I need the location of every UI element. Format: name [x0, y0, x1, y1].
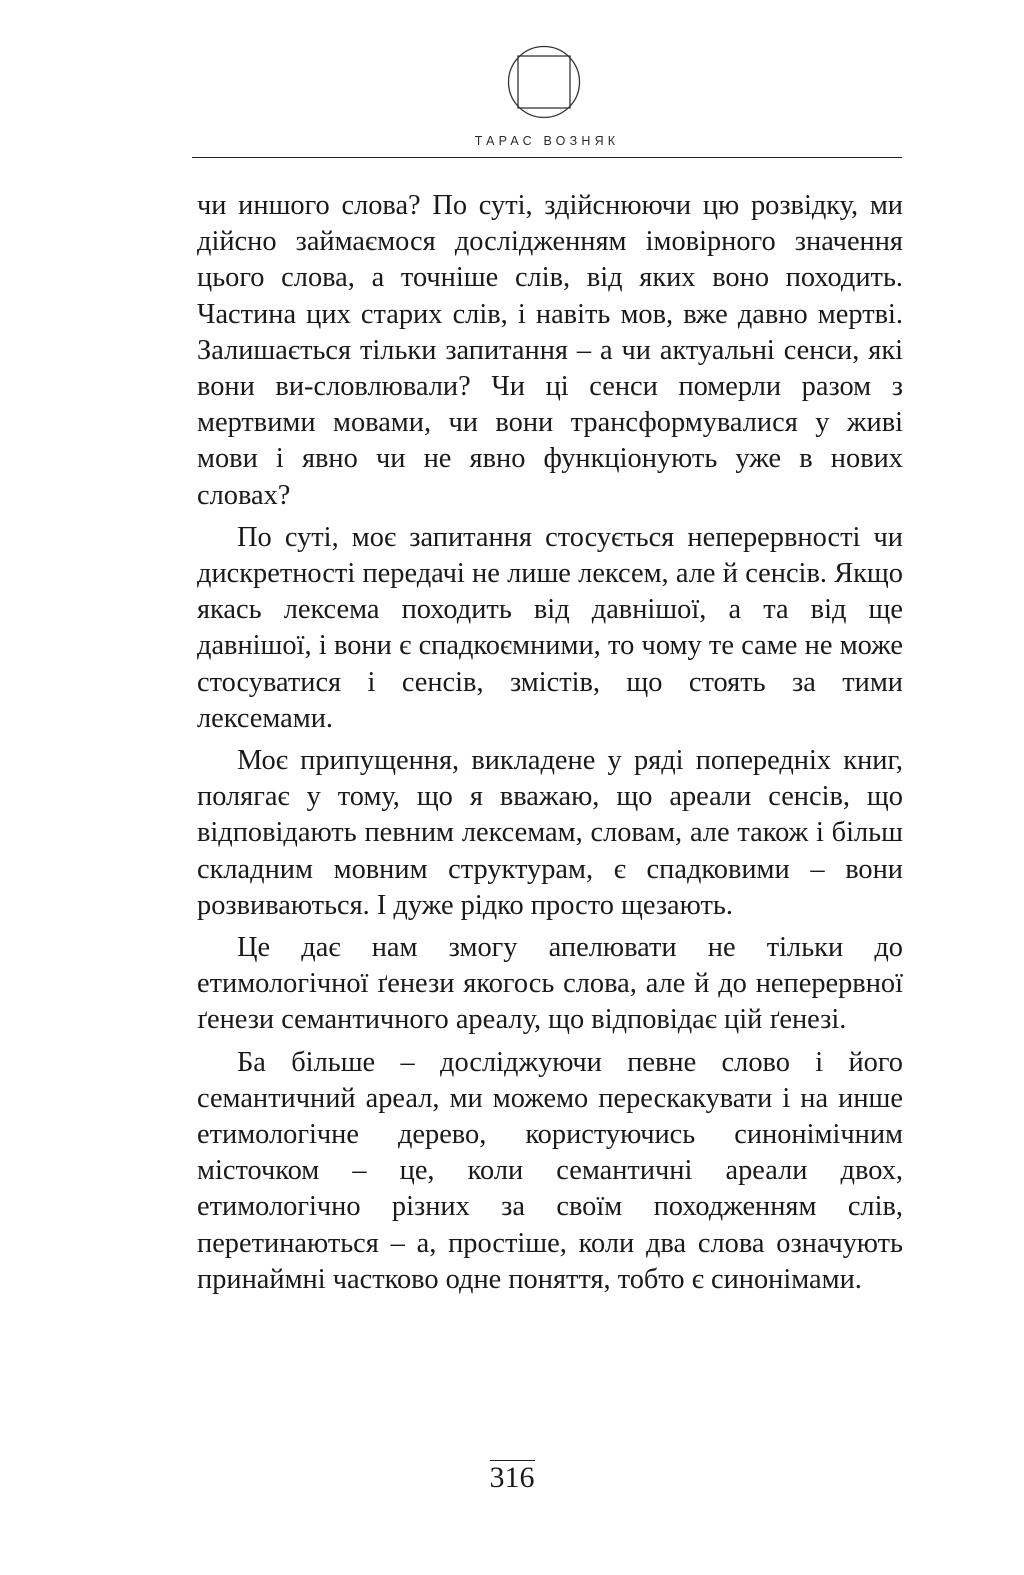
- paragraph-3: Моє припущення, викладене у ряді попередніх книг, полягає у тому, що я вважаю, що ареали сенсів, що відповідають певним лексемам, словам, але також і більш складним мовним структурам, є спадковими – вони розвиваються. І дуже рідко просто щезають.: [197, 745, 903, 921]
- circle-square-emblem-icon: [507, 45, 581, 119]
- page-number-block: [0, 1460, 1024, 1495]
- paragraph-5: Ба більше – досліджуючи певне слово і його семантичний ареал, ми можемо перескакувати і на инше етимологічне дерево, користуючись синонімічним місточком – це, коли семантичні ареали двох, етимологічно різних за своїм походженням слів, перетинаються – а, простіше, коли два слова означують принаймні частково одне поняття, тобто є синонімами.: [197, 1046, 903, 1295]
- body-text: [197, 188, 903, 1298]
- paragraph-1: чи иншого слова? По суті, здійснюючи цю розвідку, ми дійсно займаємося дослідженням імовірного значення цього слова, а точніше слів, від яких воно походить. Частина цих старих слів, і навіть мов, вже давно мертві. Залишається тільки запитання – а чи актуальні сенси, які вони ви-словлювали? Чи ці сенси померли разом з мертвими мовами, чи вони трансформувалися у живі мови і явно чи не явно функціонують уже в нових словах?: [197, 190, 903, 511]
- running-head-author: ТАРАС ВОЗНЯК: [474, 134, 620, 148]
- page-number: 316: [489, 1461, 535, 1494]
- paragraph-4: Це дає нам змогу апелювати не тільки до етимологічної ґенези якогось слова, але й до неперервної ґенези семантичного ареалу, що відповідає цій ґенезі.: [197, 932, 903, 1036]
- paragraph-2: По суті, моє запитання стосується неперервності чи дискретності передачі не лише лексем, але й сенсів. Якщо якась лексема походить від давнішої, а та від ще давнішої, і вони є спадкоємними, то чому те саме не може стосуватися і сенсів, змістів, що стоять за тими лексемами.: [197, 521, 903, 734]
- header-rule: [192, 157, 902, 158]
